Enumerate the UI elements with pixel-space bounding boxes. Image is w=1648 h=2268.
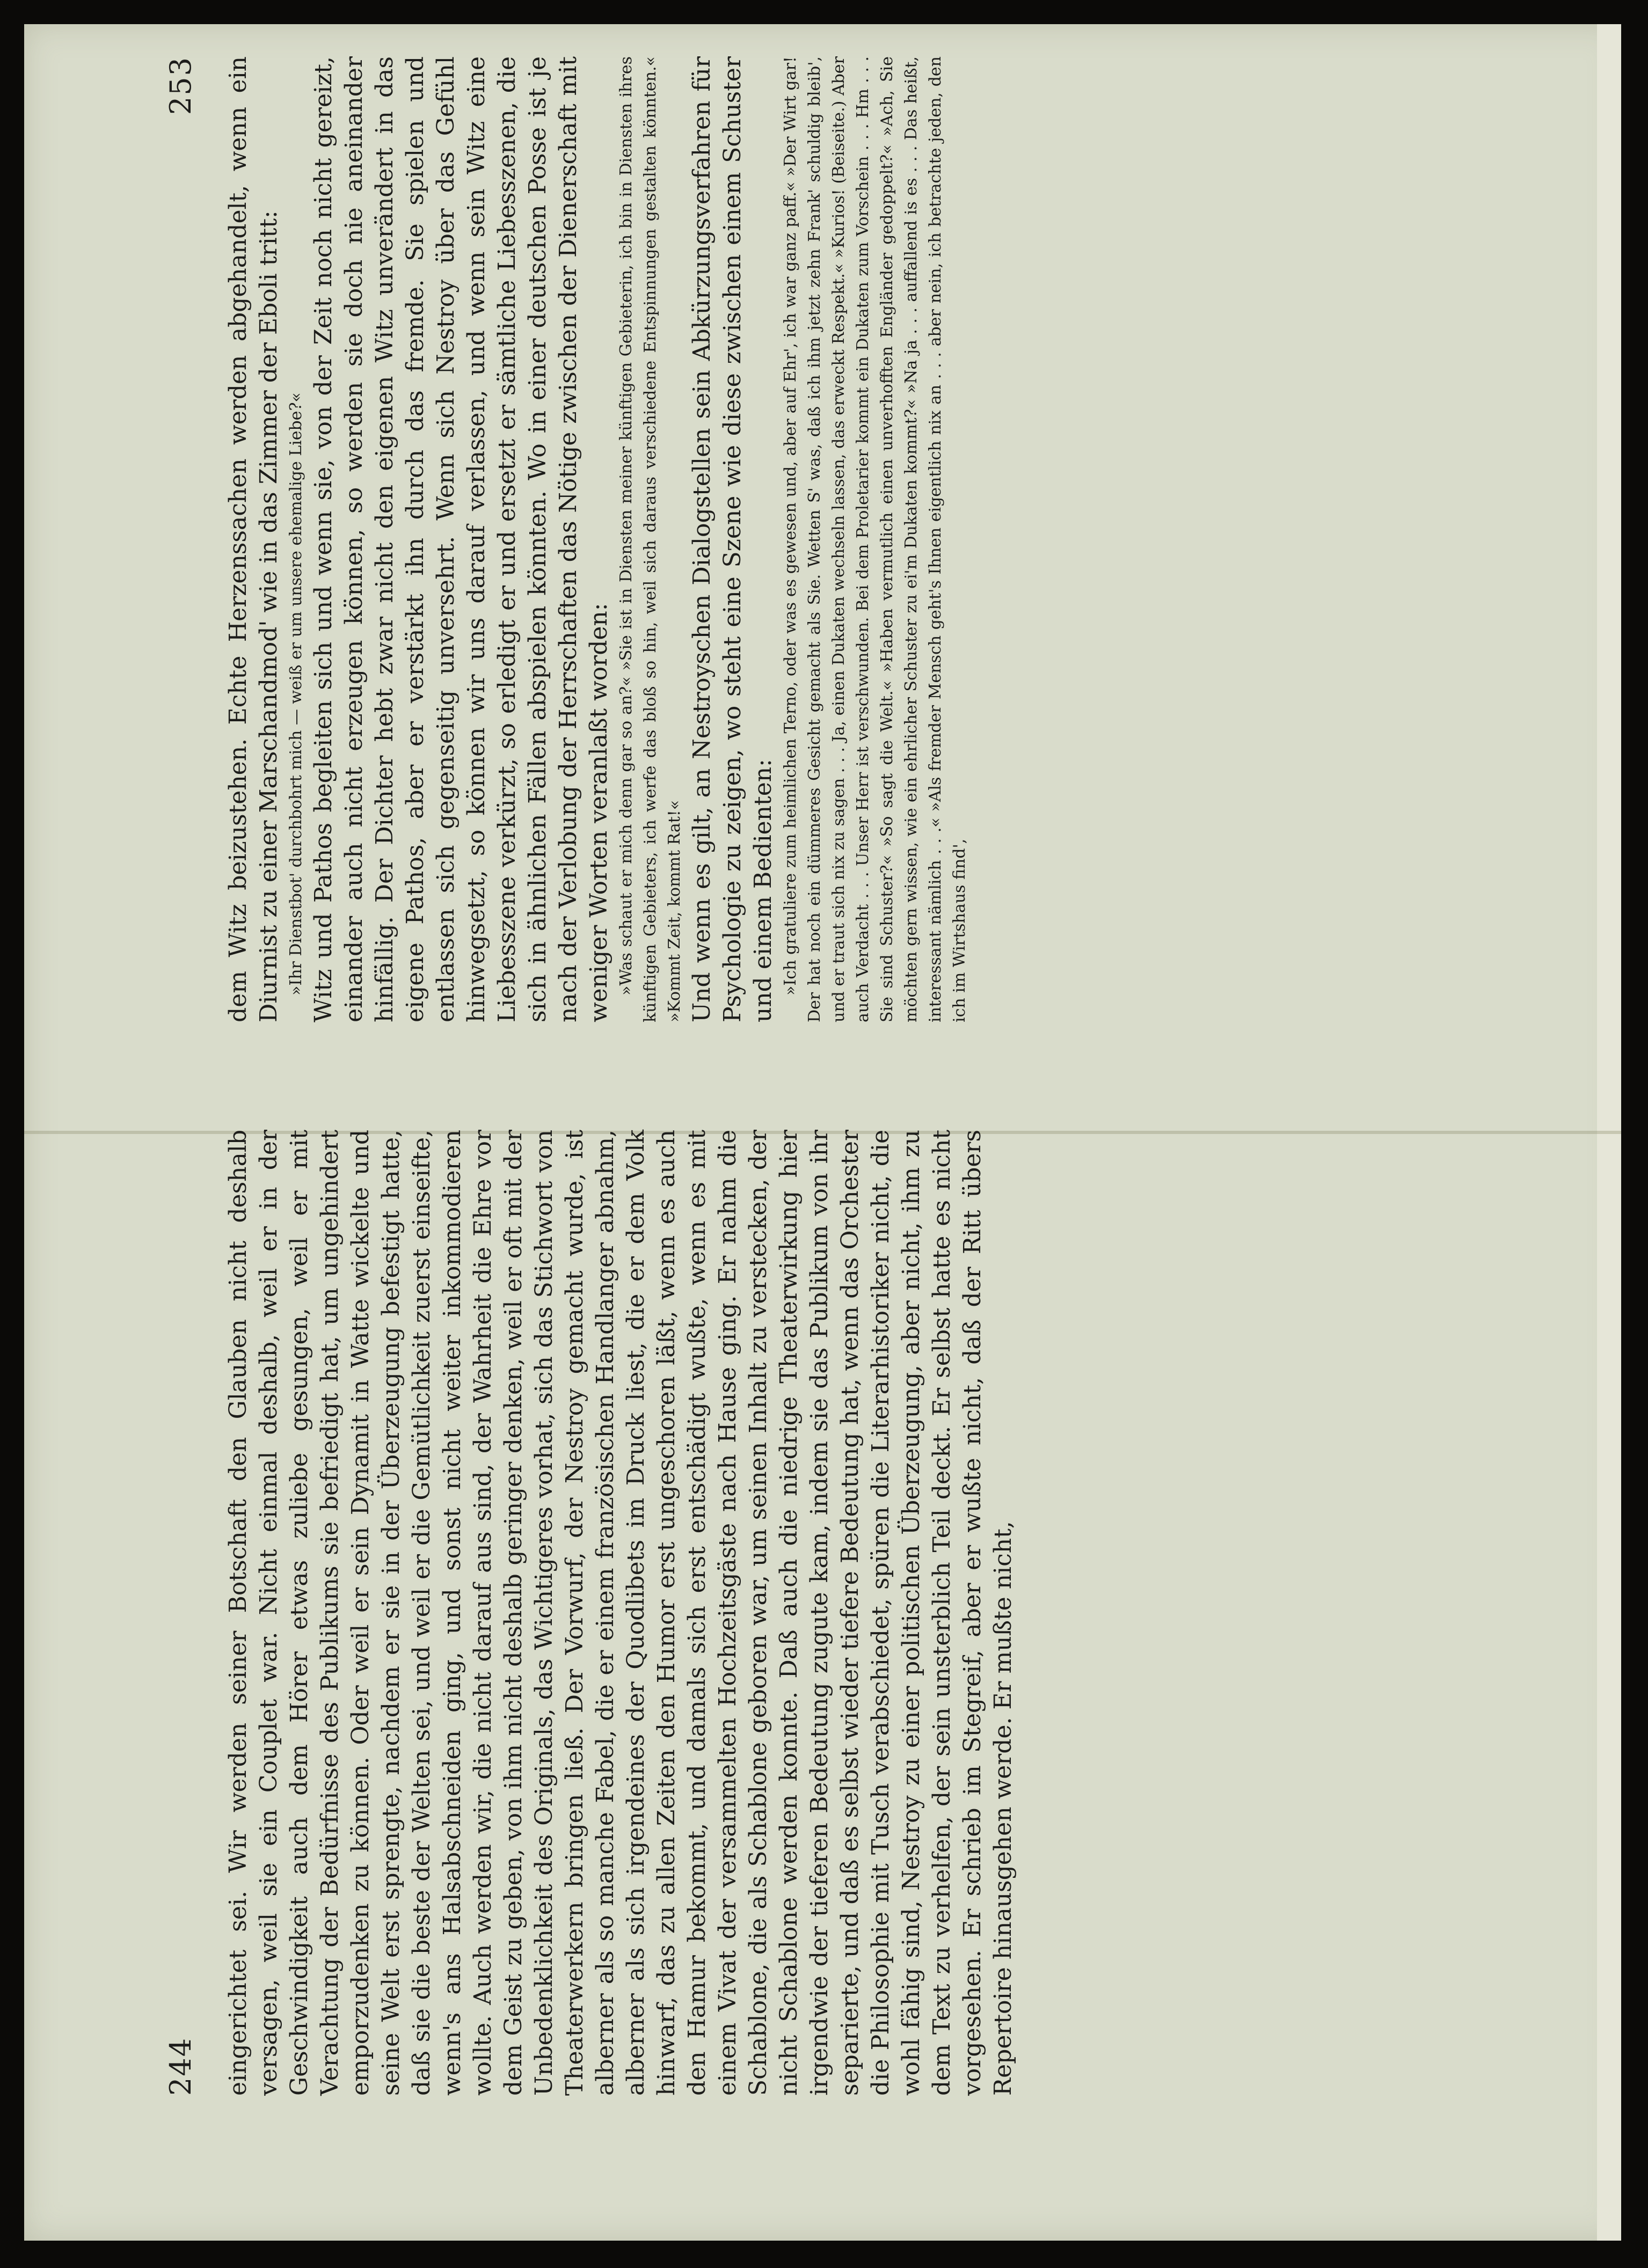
paragraph: dem Witz beizustehen. Echte Herzenssachen werden abgehandelt, wenn ein Diurnist zu einer Marschandmod' wie in das Zimmer der Eboli tritt:: [224, 56, 282, 1022]
paragraph: Und wenn es gilt, an Nestroyschen Dialogstellen sein Abkürzungsverfahren für Psychologie zu zeigen, wo steht eine Szene wie diese zwischen einem Schuster und einem Bedienten:: [688, 56, 777, 1022]
page-244: [142, 1130, 1592, 2096]
quotation: »Ich gratuliere zum heimlichen Terno, oder was es gewesen und, aber auf Ehr', ich war ganz paff.« »Der Wirt gar! Der hat noch ein dümmeres Gesicht gemacht als Sie. Wetten S' was, daß ich ihm jetzt zehn Frank' schuldig bleib', und er traut sich nix zu sagen . . . Ja, einen Dukaten wechseln lassen, das erweckt Respekt.« »Kurios! (Beiseite.) Aber auch Verdacht . . . Unser Herr ist verschwunden. Bei dem Proletarier kommt ein Dukaten zum Vorschein . . . Hm . . . Sie sind Schuster?« »So sagt die Welt.« »Haben vermutlich einen unverhofften Engländer gedoppelt?« »Ach, Sie möchten gern wissen, wie ein ehrlicher Schuster zu ei'm Dukaten kommt?« »Na ja . . . auffallend is es . . . Das heißt, interessant nämlich . . .« »Als fremder Mensch geht's Ihnen eigentlich nix an . . . aber nein, ich betrachte jeden, den ich im Wirtshaus find',: [781, 56, 969, 1022]
book-spread: [24, 24, 1621, 2241]
page-number-244: 244: [164, 2037, 198, 2096]
page-253-body: [223, 56, 972, 1022]
quotation: »Ihr Dienstbot' durchbohrt mich — weiß er um unsere ehemalige Liebe?«: [287, 392, 305, 996]
page-253: [142, 56, 1592, 1022]
paragraph: eingerichtet sei. Wir werden seiner Botschaft den Glauben nicht deshalb versagen, weil sie ein Couplet war. Nicht einmal deshalb, weil er in der Geschwindigkeit auch dem Hörer etwas zuliebe gesungen, weil er mit Verachtung der Bedürfnisse des Publikums sie befriedigt hat, um ungehindert emporzudenken zu können. Oder weil er sein Dynamit in Watte wickelte und seine Welt erst sprengte, nachdem er sie in der Überzeugung befestigt hatte, daß sie die beste der Welten sei, und weil er die Gemütlichkeit zuerst einseifte, wenn's ans Halsabschneiden ging, und sonst nicht weiter inkommodieren wollte. Auch werden wir, die nicht darauf aus sind, der Wahrheit die Ehre vor dem Geist zu geben, von ihm nicht deshalb geringer denken, weil er oft mit der Unbedenklichkeit des Originals, das Wichtigeres vorhat, sich das Stichwort von Theaterwerkern bringen ließ. Der Vorwurf, der Nestroy gemacht wurde, ist alberner als so manche Fabel, die er einem französischen Handlanger abnahm, alberner als sich irgendeines der Quodlibets im Druck liest, die er dem Volk hinwarf, das zu allen Zeiten den Humor erst ungeschoren läßt, wenn es auch den Hamur bekommt, und damals sich erst entschädigt wußte, wenn es mit einem Vivat der versammelten Hochzeitsgäste nach Hause ging. Er nahm die Schablone, die als Schablone geboren war, um seinen Inhalt zu verstecken, der nicht Schablone werden konnte. Daß auch die niedrige Theaterwirkung hier irgendwie der tieferen Bedeutung zugute kam, indem sie das Publikum von ihr separierte, und daß es selbst wieder tiefere Bedeutung hat, wenn das Orchester die Philosophie mit Tusch verabschiedet, spüren die Literarhistoriker nicht, die wohl fähig sind, Nestroy zu einer politischen Überzeugung, aber nicht, ihm zu dem Text zu verhelfen, der sein unsterblich Teil deckt. Er selbst hatte es nicht vorgesehen. Er schrieb im Stegreif, aber er wußte nicht, daß der Ritt übers Repertoire hinausgehen werde. Er mußte nicht,: [224, 1130, 1017, 2096]
paragraph: Witz und Pathos begleiten sich und wenn sie, von der Zeit noch nicht gereizt, einander auch nicht erzeugen können, so werden sie doch nie aneinander hinfällig. Der Dichter hebt zwar nicht den eigenen Witz unverändert in das eigene Pathos, aber er verstärkt ihn durch das fremde. Sie spielen und entlassen sich gegenseitig unversehrt. Wenn sich Nestroy über das Gefühl hinwegsetzt, so können wir uns darauf verlassen, und wenn sein Witz eine Liebesszene verkürzt, so erledigt er und ersetzt er sämtliche Liebesszenen, die sich in ähnlichen Fällen abspielen könnten. Wo in einer deutschen Posse ist je nach der Verlobung der Herrschaften das Nötige zwischen der Dienerschaft mit weniger Worten veranlaßt worden:: [310, 56, 612, 1022]
spread-page-253: [24, 24, 1581, 1098]
quotation: »Was schaut er mich denn gar so an?« »Sie ist in Diensten meiner künftigen Gebieterin, ich bin in Diensten ihres künftigen Gebieters, ich werfe das bloß so hin, weil sich daraus verschiedene Entspinnungen gestalten könnten.« »Kommt Zeit, kommt Rat!«: [617, 56, 684, 1022]
page-244-body: [223, 1130, 1018, 2096]
page-number-253: 253: [164, 56, 198, 115]
